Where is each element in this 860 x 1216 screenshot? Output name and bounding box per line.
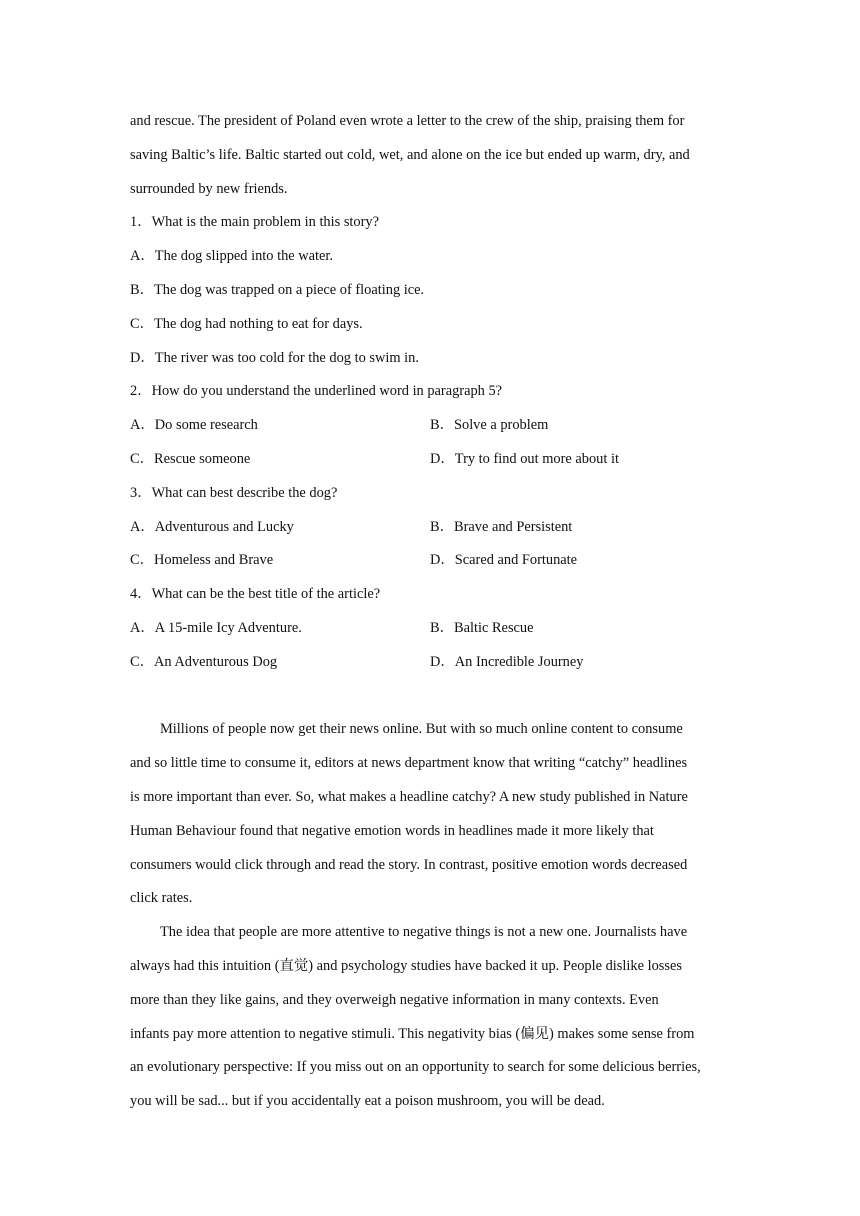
text-line: more than they like gains, and they overweigh negative information in many contexts. Even (130, 991, 659, 1008)
option-row (130, 409, 740, 443)
option-b: B．The dog was trapped on a piece of floating ice. (130, 281, 425, 298)
option-d: D．The river was too cold for the dog to swim in. (130, 349, 419, 366)
option-row (130, 511, 740, 545)
text-line: consumers would click through and read the story. In contrast, positive emotion words decreased (130, 856, 688, 873)
option-b: B．Brave and Persistent (430, 518, 573, 535)
page-content (130, 105, 740, 1119)
text-line: Millions of people now get their news online. But with so much online content to consume (160, 721, 683, 738)
blank-spacer (130, 680, 740, 714)
option-d: D．Try to find out more about it (430, 450, 619, 467)
option-b: B．Baltic Rescue (430, 619, 534, 636)
question-stem: 2．How do you understand the underlined word in paragraph 5? (130, 383, 503, 400)
question-stem: 3．What can best describe the dog? (130, 484, 338, 501)
text-line: click rates. (130, 890, 193, 907)
text-line: is more important than ever. So, what makes a headline catchy? A new study published in Nature (130, 788, 688, 805)
option-d: D．An Incredible Journey (430, 653, 584, 670)
text-line: always had this intuition (直觉) and psychology studies have backed it up. People dislike losses (130, 957, 682, 974)
option-a: A．Adventurous and Lucky (130, 518, 294, 535)
passage2-paragraph-2 (130, 916, 740, 1119)
option-c: C．Homeless and Brave (130, 552, 274, 569)
option-row (130, 646, 740, 680)
option-row (130, 544, 740, 578)
passage1-ending (130, 105, 740, 206)
text-line: and so little time to consume it, editors at news department know that writing “catchy” headlines (130, 755, 688, 772)
text-line: Human Behaviour found that negative emotion words in headlines made it more likely that (130, 822, 654, 839)
text-line: an evolutionary perspective: If you miss out on an opportunity to search for some delicious berries, (130, 1059, 701, 1076)
text-line: you will be sad... but if you accidentally eat a poison mushroom, you will be dead. (130, 1093, 605, 1110)
option-c: C．An Adventurous Dog (130, 653, 278, 670)
option-c: C．The dog had nothing to eat for days. (130, 315, 363, 332)
question-1 (130, 206, 740, 375)
text-line: saving Baltic’s life. Baltic started out cold, wet, and alone on the ice but ended up warm, dry, and (130, 146, 690, 163)
option-b: B．Solve a problem (430, 417, 549, 434)
option-d: D．Scared and Fortunate (430, 552, 578, 569)
question-3 (130, 477, 740, 578)
question-stem: 1．What is the main problem in this story? (130, 214, 379, 231)
option-a: A．Do some research (130, 417, 258, 434)
option-row (130, 443, 740, 477)
text-line: infants pay more attention to negative stimuli. This negativity bias (偏见) makes some sense from (130, 1025, 695, 1042)
text-line: surrounded by new friends. (130, 180, 288, 197)
text-line: The idea that people are more attentive to negative things is not a new one. Journalists have (160, 924, 688, 941)
text-line: and rescue. The president of Poland even wrote a letter to the crew of the ship, praising them for (130, 113, 685, 129)
question-4 (130, 578, 740, 679)
passage2-paragraph-1 (130, 713, 740, 916)
question-2 (130, 375, 740, 476)
option-c: C．Rescue someone (130, 450, 251, 467)
question-stem: 4．What can be the best title of the article? (130, 586, 381, 603)
option-row (130, 612, 740, 646)
option-a: A．A 15-mile Icy Adventure. (130, 619, 302, 636)
option-a: A．The dog slipped into the water. (130, 248, 334, 265)
